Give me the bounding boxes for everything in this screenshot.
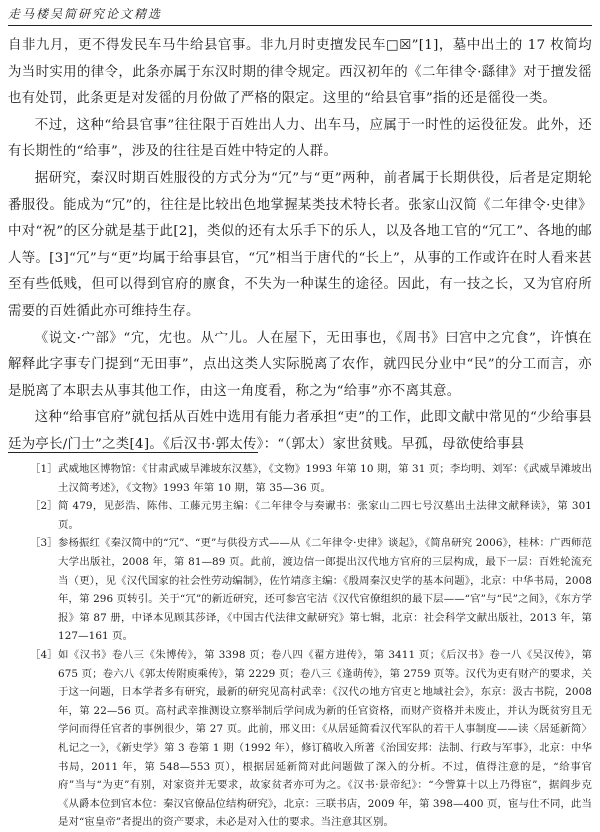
paragraph: 不过，这种“给县官事”往往限于百姓出人力、出车马，应属于一时性的运役征发。此外，还有长期性的“给事”，涉及的往往是百姓中特定的人群。 — [8, 117, 592, 160]
footnote — [8, 534, 592, 646]
running-header-title: 走马楼吴简研究论文精选 — [8, 7, 163, 21]
footnote — [8, 646, 592, 832]
footnotes — [8, 460, 592, 832]
footnote-text: 参杨振红《秦汉简中的“冗”、“更”与供役方式——从《二年律令·史律》谈起》，《简帛研究 2006》，桂林：广西师范大学出版社，2008 年，第 81—89 页。此前，渡边信一郎提出汉代地方官府的三层构成，最下一层：百姓轮流充当（更），见《汉代国家的社会性劳动编制》，佐竹靖彦主编：《殷周秦汉史学的基本问题》，北京：中华书局，2008 年，第 296 页转引。关于“冗”的新近研究，还可参宫宅洁《汉代官僚组织的最下层——“官”与“民”之间》，《东方学报》第 87 册，中译本见顾其莎译，《中国古代法律文献研究》第七辑，北京：社会科学文献出版社，2013 年，第 127—161 页。 — [58, 537, 592, 643]
footnote-text: 简 479，见彭浩、陈伟、工藤元男主编：《二年律令与奏谳书：张家山二四七号汉墓出土法律文献释读》，第 301 页。 — [58, 500, 592, 531]
footnote-number: ［2］ — [30, 500, 58, 513]
footnote-text: 武威地区博物馆：《甘肃武威旱滩坡东汉墓》，《文物》1993 年第 10 期，第 31 页；李均明、刘军：《武威旱滩坡出土汉简考述》，《文物》1993 年第 10 期，第 35—36 页。 — [58, 463, 592, 494]
main-text — [8, 33, 592, 459]
footnote-number: ［3］ — [30, 537, 58, 550]
paragraph: 这种“给事官府”就包括从百姓中选用有能力者承担“吏”的工作，此即文献中常见的“少给事县廷为亭长/门士”之类[4]。《后汉书·郭太传》：“（郭太）家世贫贱。早孤，母欲使给事县 — [8, 410, 592, 452]
footnote-number: ［4］ — [30, 648, 58, 661]
footnote-divider — [8, 452, 258, 453]
footnote — [8, 460, 592, 497]
paragraph: 据研究，秦汉时期百姓服役的方式分为“冗”与“更”两种，前者属于长期供役，后者是定期轮番服役。能成为“冗”的，往往是比较出色地掌握某类技术特长者。张家山汉简《二年律令·史律》中对“祝”的区分就是基于此[2]，类似的还有太乐手下的乐人，以及各地工官的“冗工”、各地的邮人等。[3]“冗”与“更”均属于给事县官，“冗”相当于唐代的“长上”，从事的工作或许在时人看来甚至有些低贱，但可以得到官府的廪食，不失为一种谋生的途径。因此，有一技之长，又为官府所需要的百姓循此亦可维持生存。 — [8, 170, 592, 319]
footnote-text: 如《汉书》卷八三《朱博传》，第 3398 页；卷八四《翟方进传》，第 3411 页；《后汉书》卷一八《吴汉传》，第 675 页；卷六八《郭太传附庾乘传》，第 2229 页；卷八三《逢萌传》，第 2759 页等。汉代为吏有财产的要求，关于这一问题，日本学者多有研究，最新的研究见高村武幸：《汉代の地方官吏と地域社会》，东京：汲古书院，2008 年，第 22—56 页。高村武幸推测设立察举制后学问成为新的任官资格，而财产资格并未废止，并认为既贫穷且无学问而得任官者的事例很少，第 27 页。此前，邢义田：《从居延简看汉代军队的若干人事制度——读〈居延新简〉札记之一》，《新史学》第 3 卷第 1 期（1992 年），修订稿收入所著《治国安邦：法制、行政与军事》，北京：中华书局，2011 年，第 548—553 页），根据居延新简对此问题做了深入的分析。不过，值得注意的是，“给事官府”当与“为吏”有别，对家资并无要求，故家贫者亦可为之。《汉书·景帝纪》：“今訾算十以上乃得宦”，据阎步克《从爵本位到官本位：秦汉官僚品位结构研究》，北京：三联书店，2009 年，第 398—400 页，宦与仕不同，此当是对“宦皇帝”者提出的资产要求，未必是对入仕的要求。当注意其区别。 — [58, 648, 592, 829]
paragraph: 《说文·宀部》“宂，冘也。从宀儿。人在屋下，无田事也，《周书》曰宫中之宂食”，许慎在解释此字事专门提到“无田事”，点出这类人实际脱离了农作，就四民分业中“民”的分工而言，亦是脱离了本职去从事其他工作，由这一角度看，称之为“给事”亦不离其意。 — [8, 330, 592, 399]
running-header — [8, 3, 592, 26]
footnote — [8, 497, 592, 534]
paragraph: 自非九月，更不得发民车马牛给县官事。非九月时吏擅发民车□☒”[1]，墓中出土的 17 枚简均为当时实用的律令，此条亦属于东汉时期的律令规定。西汉初年的《二年律令·繇律》对于擅发徭也有处罚，此条更是对发徭的月份做了严格的限定。这里的“给县官事”指的还是徭役一类。 — [8, 38, 592, 107]
footnote-number: ［1］ — [30, 463, 58, 475]
